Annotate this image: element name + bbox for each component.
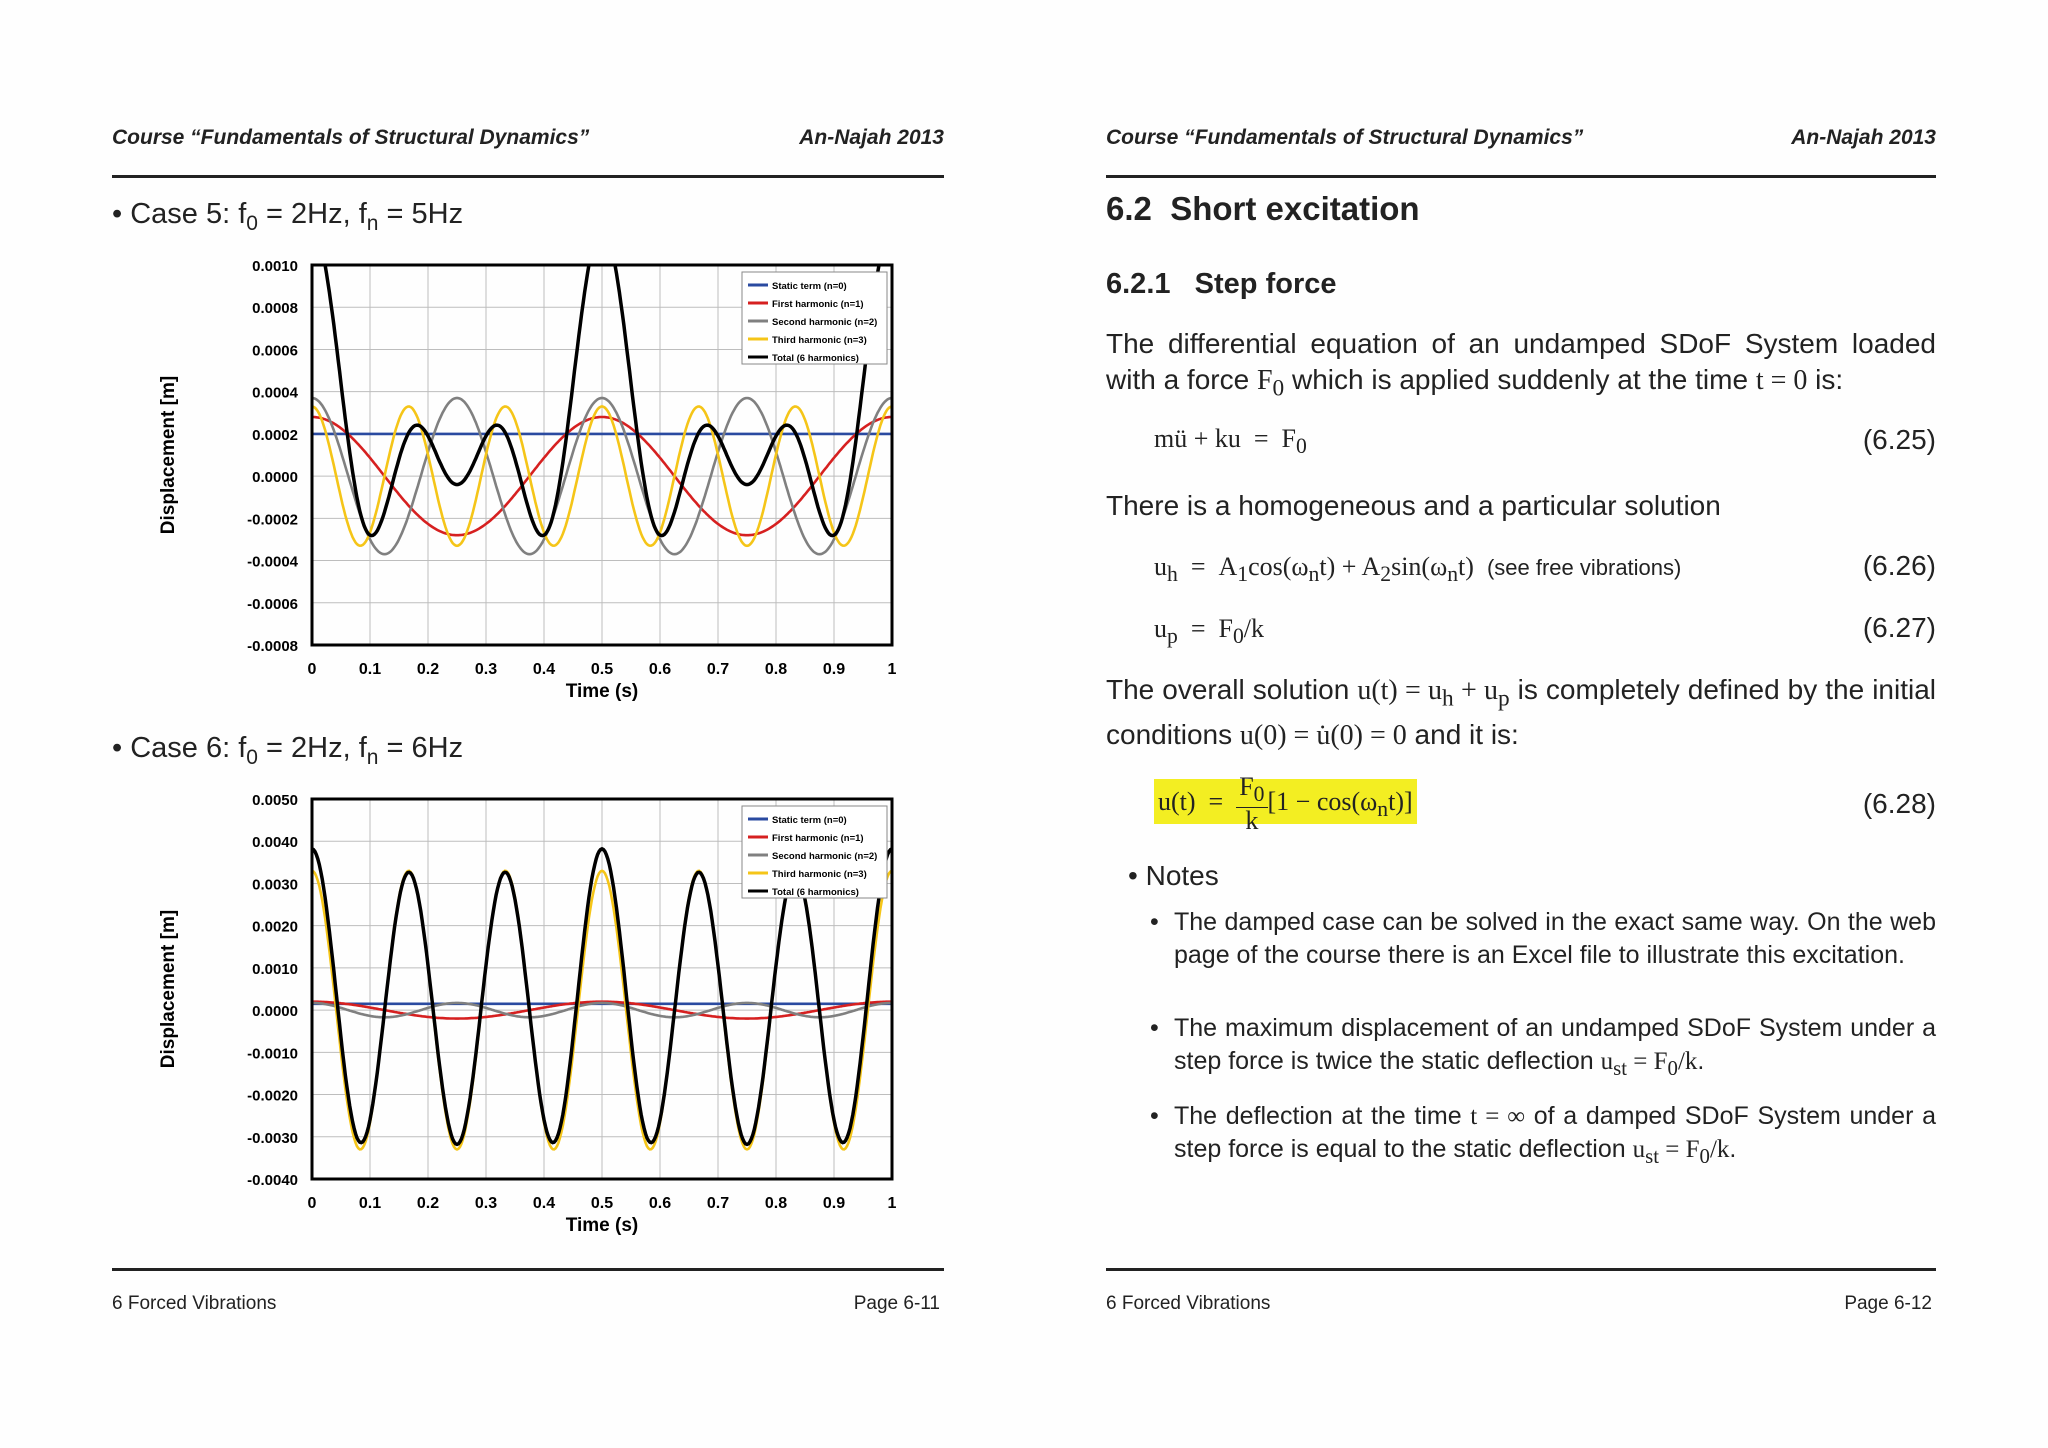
- x-tick-label: 0.9: [822, 1195, 846, 1212]
- page-header: [112, 126, 944, 150]
- x-tick-label: 0.6: [648, 661, 672, 678]
- legend-label: Static term (n=0): [772, 281, 847, 292]
- legend-label: Total (6 harmonics): [772, 887, 859, 898]
- page-header: [1106, 126, 1936, 150]
- y-tick-label: 0.0010: [252, 960, 298, 978]
- x-tick-label: 0.5: [590, 661, 614, 678]
- equation-6-26: $u_h = A_1\cos(\omega_nt) + A_2\sin(\omega_nt)$ (see free vibrations): [1154, 552, 1682, 587]
- notes-heading: • Notes: [1128, 860, 1219, 891]
- equation-number: (6.27): [1862, 612, 1936, 643]
- note-maximum: • The maximum displacement of an undamped SDoF System under a step force is twice the static deflection $u_{st} = F_0/k$.: [1174, 1012, 1936, 1085]
- y-tick-label: 0.0000: [252, 469, 298, 487]
- chart-case6-svg: [152, 784, 952, 1244]
- x-tick-label: 0.4: [532, 1195, 556, 1212]
- y-tick-label: 0.0040: [252, 834, 298, 852]
- footer-chapter: 6 Forced Vibrations: [112, 1293, 277, 1314]
- x-tick-label: 0: [307, 661, 317, 678]
- chart-case5-svg: [152, 250, 952, 710]
- y-tick-label: 0.0000: [252, 1003, 298, 1021]
- y-tick-label: 0.0006: [252, 342, 298, 360]
- x-tick-label: 0.7: [706, 1195, 730, 1212]
- y-tick-label: 0.0010: [252, 258, 298, 275]
- x-tick-label: 0.4: [532, 661, 556, 678]
- header-rule: [1106, 175, 1936, 178]
- header-year: An-Najah 2013: [799, 126, 944, 149]
- x-axis-label: Time (s): [565, 1215, 639, 1236]
- equation-number: (6.26): [1862, 550, 1936, 581]
- page-footer: [112, 1293, 944, 1315]
- header-rule: [112, 175, 944, 178]
- subsection-heading: 6.2.1 Step force: [1106, 268, 1337, 300]
- note-damped: • The damped case can be solved in the exact same way. On the web page of the course there is an Excel file to illustrate this excitation.: [1174, 906, 1936, 972]
- header-course: Course “Fundamentals of Structural Dynamics”: [112, 126, 590, 149]
- y-tick-label: -0.0004: [247, 553, 298, 571]
- legend-label: Static term (n=0): [772, 815, 847, 826]
- equation-number: (6.28): [1862, 788, 1936, 819]
- y-tick-label: 0.0008: [252, 300, 298, 318]
- legend-label: Third harmonic (n=3): [772, 869, 867, 880]
- x-tick-label: 0.7: [706, 661, 730, 678]
- footer-rule: [112, 1268, 944, 1271]
- y-tick-label: 0.0004: [252, 384, 298, 402]
- header-year: An-Najah 2013: [1791, 126, 1936, 149]
- x-tick-label: 0.6: [648, 1195, 672, 1212]
- legend-label: First harmonic (n=1): [772, 299, 864, 310]
- footer-page: Page 6-11: [853, 1293, 940, 1314]
- x-tick-label: 0.3: [474, 661, 498, 678]
- equation-6-28: [1154, 774, 1417, 834]
- x-tick-label: 0.2: [416, 661, 440, 678]
- y-tick-label: 0.0030: [252, 876, 298, 894]
- left-page: [112, 0, 944, 1448]
- footer-page: Page 6-12: [1844, 1293, 1932, 1314]
- page-footer: [1106, 1293, 1936, 1315]
- x-tick-label: 0.9: [822, 661, 846, 678]
- x-tick-label: 1: [887, 661, 897, 678]
- x-tick-label: 1: [887, 1195, 897, 1212]
- x-tick-label: 0.1: [358, 661, 382, 678]
- legend-label: First harmonic (n=1): [772, 833, 864, 844]
- chart-case5: [152, 250, 952, 715]
- case6-heading: • Case 6: $f_0 = 2Hz$, $f_n = 6Hz$: [112, 732, 464, 769]
- y-tick-label: -0.0010: [247, 1045, 298, 1063]
- y-tick-label: -0.0020: [247, 1087, 298, 1105]
- y-axis-label: Displacement [m]: [158, 375, 179, 535]
- x-tick-label: 0.5: [590, 1195, 614, 1212]
- note-deflection: • The deflection at the time t = ∞ of a damped SDoF System under a step force is equal to the static deflection $u_{st} = F_0/k$.: [1174, 1100, 1936, 1173]
- footer-chapter: 6 Forced Vibrations: [1106, 1293, 1271, 1314]
- highlighted-result: u(t) = $\frac{F_0}{k}$ $[1 - \cos(\omega_nt)]$: [1154, 779, 1417, 824]
- x-tick-label: 0.2: [416, 1195, 440, 1212]
- y-tick-label: -0.0040: [247, 1172, 298, 1189]
- legend-label: Second harmonic (n=2): [772, 317, 878, 328]
- y-tick-label: 0.0050: [252, 792, 298, 809]
- x-tick-label: 0.8: [764, 661, 788, 678]
- right-page: [1106, 0, 1936, 1448]
- equation-6-27: $u_p = F_0/k$: [1154, 614, 1265, 649]
- y-tick-label: -0.0030: [247, 1129, 298, 1147]
- y-tick-label: -0.0008: [247, 638, 298, 655]
- paragraph-overall: The overall solution $u(t) = u_h + u_p$ is completely defined by the initial conditions u(0) = u̇(0) = 0 and it is:: [1106, 674, 1937, 751]
- x-tick-label: 0.3: [474, 1195, 498, 1212]
- chart-case6: [152, 784, 952, 1249]
- case5-heading: • Case 5: $f_0 = 2Hz$, $f_n = 5Hz$: [112, 198, 464, 235]
- y-axis-label: Displacement [m]: [158, 909, 179, 1069]
- legend-label: Second harmonic (n=2): [772, 851, 878, 862]
- y-tick-label: -0.0002: [247, 511, 298, 529]
- section-heading: 6.2 Short excitation: [1106, 190, 1420, 227]
- equation-number: (6.25): [1862, 424, 1936, 455]
- x-tick-label: 0: [307, 1195, 317, 1212]
- legend-label: Third harmonic (n=3): [772, 335, 867, 346]
- y-tick-label: 0.0020: [252, 918, 298, 936]
- x-axis-label: Time (s): [565, 681, 639, 702]
- header-course: Course “Fundamentals of Structural Dynamics”: [1106, 126, 1584, 149]
- y-tick-label: -0.0006: [247, 595, 298, 613]
- x-tick-label: 0.8: [764, 1195, 788, 1212]
- y-tick-label: 0.0002: [252, 426, 298, 444]
- footer-rule: [1106, 1268, 1936, 1271]
- paragraph-solutions: There is a homogeneous and a particular solution: [1106, 490, 1721, 521]
- paragraph-intro: The differential equation of an undamped SDoF System loaded with a force $F_0$ which is applied suddenly at the time t = 0 is:: [1106, 328, 1936, 402]
- equation-6-25: mü + ku = $F_0$: [1154, 424, 1307, 459]
- x-tick-label: 0.1: [358, 1195, 382, 1212]
- legend-label: Total (6 harmonics): [772, 353, 859, 364]
